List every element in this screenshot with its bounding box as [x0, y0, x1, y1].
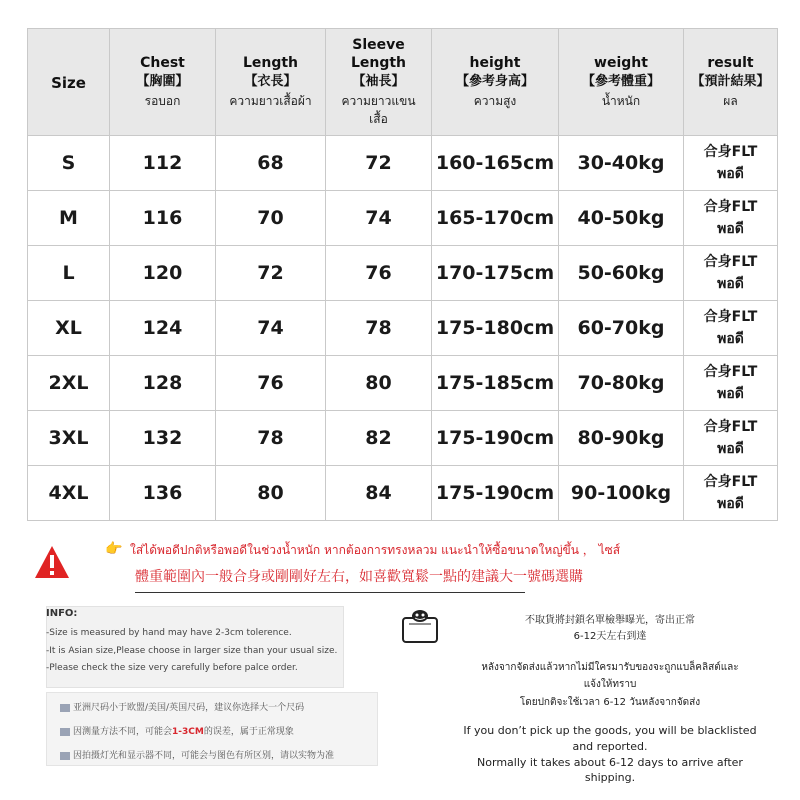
- cell-sleeve: 84: [326, 466, 432, 521]
- cell-result: [684, 356, 778, 411]
- result-thai: พอดี: [717, 441, 744, 457]
- cell-sleeve: 76: [326, 246, 432, 301]
- cell-length: 70: [216, 191, 326, 246]
- cell-height: 175-190cm: [432, 411, 559, 466]
- cell-size: M: [28, 191, 110, 246]
- cell-weight: 80-90kg: [559, 411, 684, 466]
- result-thai: พอดี: [717, 496, 744, 512]
- notice-english-line: Normally it takes about 6-12 days to arrive after: [477, 756, 743, 769]
- header-height: height 【參考身高】 ความสูง: [432, 29, 559, 136]
- info-title: INFO:: [46, 608, 78, 619]
- notice-english-line: and reported.: [572, 740, 648, 753]
- cell-size: 3XL: [28, 411, 110, 466]
- cell-length: 68: [216, 136, 326, 191]
- info-line: -It is Asian size,Please choose in larger size than your usual size.: [46, 646, 338, 656]
- warning-text-chinese: 體重範圍內一般合身或剛剛好左右，如喜歡寬鬆一點的建議大一號碼選購: [135, 569, 583, 585]
- cell-length: 74: [216, 301, 326, 356]
- cell-chest: 120: [110, 246, 216, 301]
- header-size: Size: [28, 29, 110, 136]
- result-chinese: 合身FLT: [703, 474, 758, 490]
- divider-line: [135, 592, 525, 593]
- result-thai: พอดี: [717, 166, 744, 182]
- chinese-note-line: 因测量方法不同，可能会1-3CM的误差，属于正常现象: [60, 724, 294, 737]
- cell-sleeve: 72: [326, 136, 432, 191]
- size-chart-table: [27, 28, 778, 521]
- notice-thai-line: หลังจากจัดส่งแล้วหากไม่มีใครมารับของจะถูกแบล็คลิสต์และ: [481, 662, 739, 673]
- cell-height: 175-190cm: [432, 466, 559, 521]
- pencil-icon: [60, 728, 70, 736]
- warning-triangle-icon: [34, 545, 70, 579]
- cell-length: 78: [216, 411, 326, 466]
- cell-length: 80: [216, 466, 326, 521]
- pumpkin-icon: [399, 606, 441, 648]
- result-thai: พอดี: [717, 276, 744, 292]
- cell-weight: 30-40kg: [559, 136, 684, 191]
- table-row: [28, 246, 778, 301]
- pointing-finger-icon: 👉: [105, 541, 123, 557]
- notice-thai-line: แจ้งให้ทราบ: [583, 679, 637, 690]
- result-chinese: 合身FLT: [703, 309, 758, 325]
- header-length: Length 【衣長】 ความยาวเสื้อผ้า: [216, 29, 326, 136]
- info-line: -Size is measured by hand may have 2-3cm tolerence.: [46, 628, 292, 638]
- table-header-row: [28, 29, 778, 136]
- header-chest: Chest 【胸圍】 รอบอก: [110, 29, 216, 136]
- cell-chest: 112: [110, 136, 216, 191]
- cell-result: [684, 136, 778, 191]
- cell-chest: 124: [110, 301, 216, 356]
- result-thai: พอดี: [717, 331, 744, 347]
- notice-english-line: shipping.: [584, 771, 636, 784]
- result-chinese: 合身FLT: [703, 199, 758, 215]
- cell-weight: 60-70kg: [559, 301, 684, 356]
- table-row: [28, 411, 778, 466]
- pencil-icon: [60, 704, 70, 712]
- cell-chest: 116: [110, 191, 216, 246]
- cell-sleeve: 82: [326, 411, 432, 466]
- table-row: [28, 136, 778, 191]
- result-chinese: 合身FLT: [703, 364, 758, 380]
- cell-size: S: [28, 136, 110, 191]
- cell-result: [684, 191, 778, 246]
- cell-height: 170-175cm: [432, 246, 559, 301]
- cell-result: [684, 246, 778, 301]
- cell-height: 160-165cm: [432, 136, 559, 191]
- cell-size: XL: [28, 301, 110, 356]
- cell-result: [684, 466, 778, 521]
- result-chinese: 合身FLT: [703, 144, 758, 160]
- table-row: [28, 356, 778, 411]
- chinese-note-line: 亚洲尺码小于欧盟/美国/英国尺码，建议你选择大一个尺码: [60, 700, 304, 713]
- cell-size: 2XL: [28, 356, 110, 411]
- warning-text-thai: ใส่ได้พอดีปกติหรือพอดีในช่วงน้ำหนัก หากต้องการทรงหลวม แนะนำให้ซื้อขนาดใหญ่ขึ้น ， ไซส์: [130, 543, 621, 557]
- table-row: [28, 191, 778, 246]
- cell-result: [684, 301, 778, 356]
- table-row: [28, 301, 778, 356]
- cell-size: 4XL: [28, 466, 110, 521]
- cell-weight: 90-100kg: [559, 466, 684, 521]
- result-chinese: 合身FLT: [703, 419, 758, 435]
- result-chinese: 合身FLT: [703, 254, 758, 270]
- header-result: result 【預計結果】 ผล: [684, 29, 778, 136]
- cell-weight: 50-60kg: [559, 246, 684, 301]
- header-weight: weight 【參考體重】 น้ำหนัก: [559, 29, 684, 136]
- info-line: -Please check the size very carefully before palce order.: [46, 663, 298, 673]
- cell-chest: 128: [110, 356, 216, 411]
- cell-size: L: [28, 246, 110, 301]
- cell-weight: 70-80kg: [559, 356, 684, 411]
- result-thai: พอดี: [717, 386, 744, 402]
- cell-chest: 132: [110, 411, 216, 466]
- cell-length: 72: [216, 246, 326, 301]
- cell-height: 175-185cm: [432, 356, 559, 411]
- cell-length: 76: [216, 356, 326, 411]
- notice-chinese-line: 6-12天左右到達: [573, 631, 647, 642]
- notice-thai-line: โดยปกติจะใช้เวลา 6-12 วันหลังจากจัดส่ง: [519, 697, 701, 708]
- camera-icon: [60, 752, 70, 760]
- notice-chinese-line: 不取貨將封鎖名單檢舉曝光，寄出正常: [525, 615, 695, 626]
- header-sleeve-length: Sleeve Length 【袖長】 ความยาวแขนเสื้อ: [326, 29, 432, 136]
- cell-result: [684, 411, 778, 466]
- cell-weight: 40-50kg: [559, 191, 684, 246]
- notice-english-line: If you don’t pick up the goods, you will be blacklisted: [463, 724, 757, 737]
- result-thai: พอดี: [717, 221, 744, 237]
- cell-height: 175-180cm: [432, 301, 559, 356]
- cell-sleeve: 78: [326, 301, 432, 356]
- table-row: [28, 466, 778, 521]
- chinese-note-line: 因拍摄灯光和显示器不同，可能会与图色有所区别，请以实物为准: [60, 748, 334, 761]
- cell-height: 165-170cm: [432, 191, 559, 246]
- cell-chest: 136: [110, 466, 216, 521]
- cell-sleeve: 80: [326, 356, 432, 411]
- cell-sleeve: 74: [326, 191, 432, 246]
